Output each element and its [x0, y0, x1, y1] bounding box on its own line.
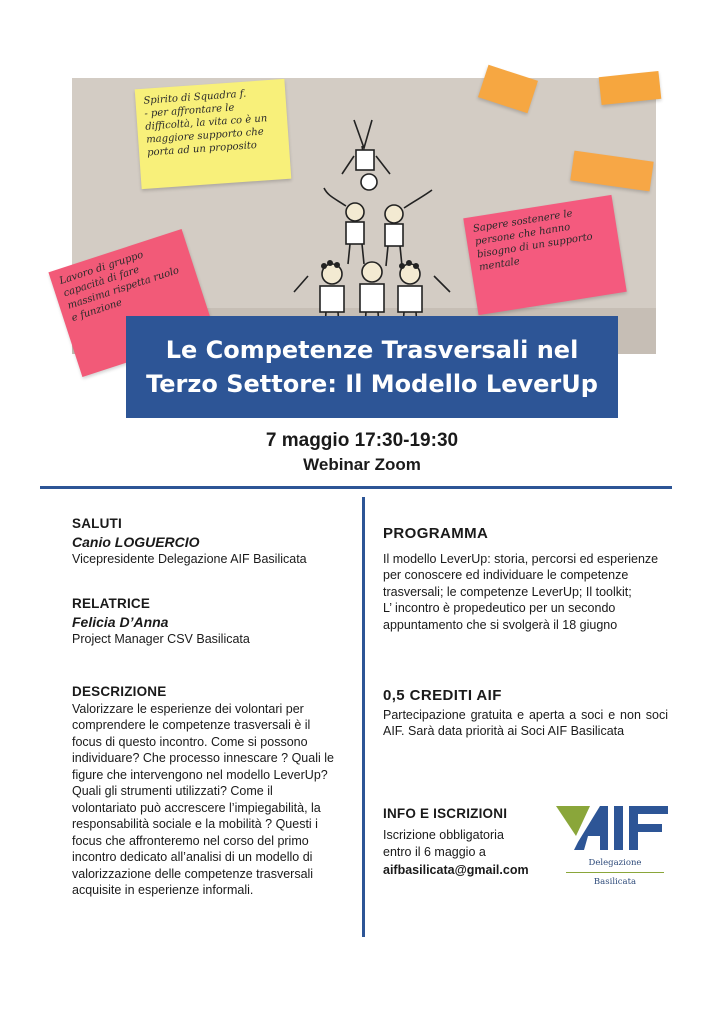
crediti-heading: 0,5 CREDITI AIF: [383, 687, 502, 704]
pink-note-right-text: Sapere sostenere le persone che hanno bisogno di un supporto mentale: [472, 208, 594, 274]
title-line-1: Le Competenze Trasversali nel: [165, 336, 579, 364]
programma-text: Il modello LeverUp: storia, percorsi ed esperienze per conoscere ed individuare le competenze trasversali; le competenze LeverUp; Il toolkit; L’ incontro è propedeutico per un secondo appuntamento che si svolgerà il 18 giugno: [383, 551, 659, 632]
aif-logo-delegazione: Delegazione: [588, 858, 642, 868]
info-line-1: Iscrizione obbligatoria: [383, 827, 504, 842]
descrizione-heading: DESCRIZIONE: [72, 684, 167, 699]
aif-logo-basilicata: Basilicata: [593, 877, 637, 887]
info-heading: INFO E ISCRIZIONI: [383, 806, 508, 821]
title-line-2: Terzo Settore: Il Modello LeverUp: [146, 370, 598, 398]
programma-section: [383, 526, 668, 633]
descrizione-section: [72, 684, 340, 899]
pink-note-left-text: Lavoro di gruppo capacità di fare massima rispetta ruolo e funzione: [58, 249, 181, 325]
yellow-note-text: Spirito di Squadra f. - per affrontare le difficoltà, la vita co è un maggiore supporto che porta ad un proposito: [143, 88, 268, 159]
event-platform: Webinar Zoom: [303, 455, 421, 474]
title-banner: [126, 316, 618, 418]
saluti-section: [72, 516, 340, 568]
aif-logo-mark: [556, 806, 674, 856]
event-date-time: 7 maggio 17:30-19:30: [265, 430, 459, 451]
relatrice-role: Project Manager CSV Basilicata: [72, 632, 250, 646]
relatrice-heading: RELATRICE: [72, 596, 151, 611]
aif-logo-divider: [566, 872, 664, 873]
saluti-name: Canio LOGUERCIO: [72, 533, 200, 550]
info-email-link[interactable]: aifbasilicata@gmail.com: [383, 862, 529, 877]
relatrice-section: [72, 596, 340, 648]
yellow-sticky-note: [135, 79, 292, 189]
hero-photo: [58, 78, 656, 354]
info-section: [383, 806, 553, 878]
relatrice-name: Felicia D’Anna: [72, 613, 169, 630]
vertical-divider: [362, 497, 365, 937]
descrizione-text: Valorizzare le esperienze dei volontari per comprendere le competenze trasversali è il focus di questo incontro. Come si possono individuare? Che processo innescare ? Quali le figure che intervengono nel modello LeverUp? Quali gli strumenti utilizzati? Come il volontariato può accrescere l’impiegabilità, la responsabilità sociale e la mobilità ? Questi i focus che affronteremo nel corso del primo incontro dedicato all’analisi di un modello di valorizzazione delle competenze trasversali acquisite in esperienze informali.: [72, 701, 334, 897]
horizontal-divider: [40, 486, 672, 489]
info-line-2: entro il 6 maggio a: [383, 845, 486, 859]
crediti-text: Partecipazione gratuita e aperta a soci e non soci AIF. Sarà data priorità ai Soci AIF Basilicata: [383, 707, 668, 738]
crediti-section: [383, 688, 668, 740]
saluti-role: Vicepresidente Delegazione AIF Basilicata: [72, 552, 307, 566]
aif-logo: [556, 806, 674, 890]
programma-heading: PROGRAMMA: [383, 525, 489, 542]
saluti-heading: SALUTI: [72, 516, 122, 531]
